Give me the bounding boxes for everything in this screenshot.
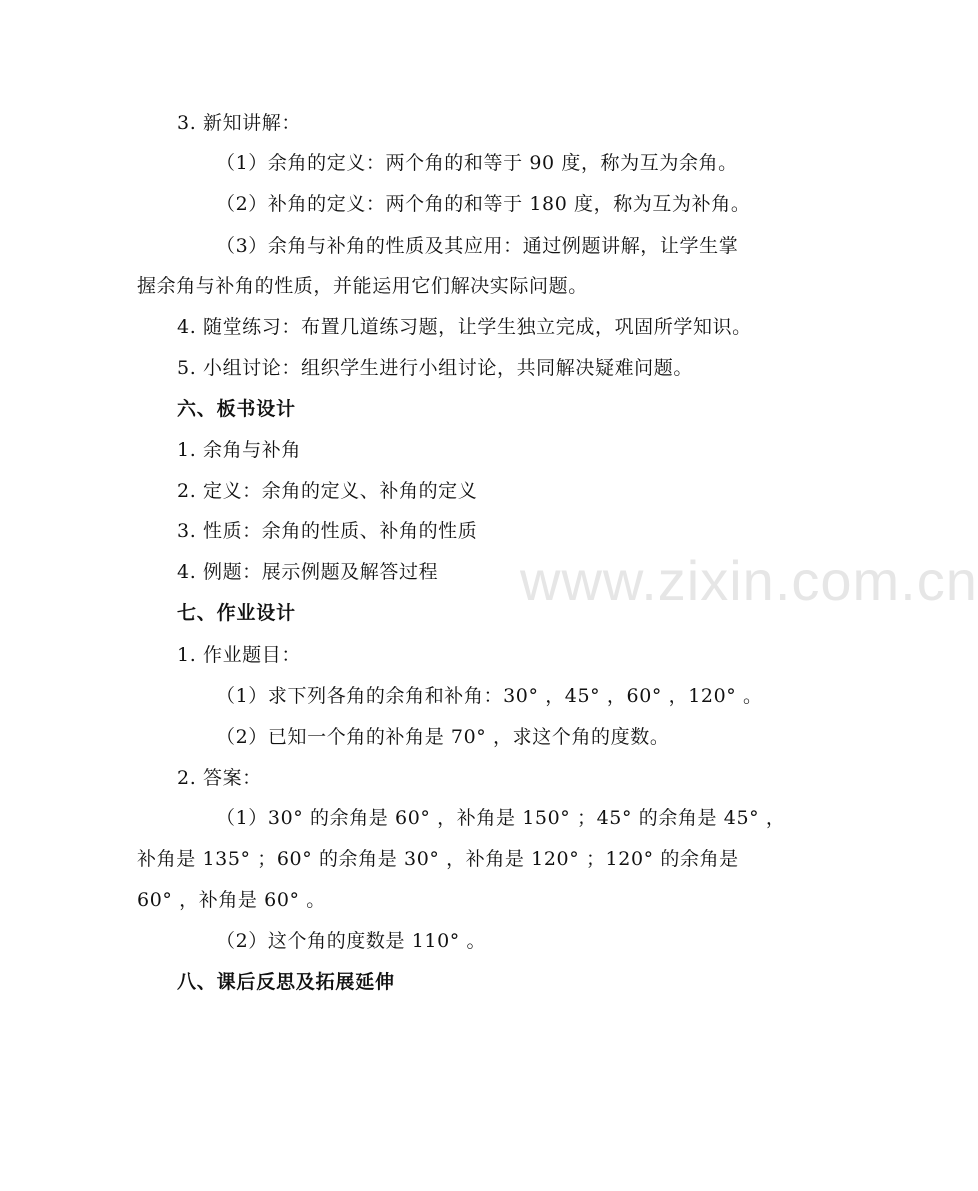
watermark: www.zixin.com.cn xyxy=(520,549,978,612)
homework-question-2: （2）已知一个角的补角是 70° ，求这个角的度数。 xyxy=(216,726,670,748)
answer-1-line3: 60° ，补角是 60° 。 xyxy=(137,889,326,911)
section-item-5: 5. 小组讨论：组织学生进行小组讨论，共同解决疑难问题。 xyxy=(177,357,693,379)
blackboard-item-3: 3. 性质：余角的性质、补角的性质 xyxy=(177,520,478,542)
blackboard-item-2: 2. 定义：余角的定义、补角的定义 xyxy=(177,480,478,502)
definition-supplementary: （2）补角的定义：两个角的和等于 180 度，称为互为补角。 xyxy=(216,193,751,215)
section-item-3: 3. 新知讲解： xyxy=(177,112,301,134)
blackboard-item-4: 4. 例题：展示例题及解答过程 xyxy=(177,561,439,583)
blackboard-item-1: 1. 余角与补角 xyxy=(177,439,301,461)
answer-2: （2）这个角的度数是 110° 。 xyxy=(216,930,487,952)
heading-homework-design: 七、作业设计 xyxy=(177,602,296,624)
properties-paragraph-line1: （3）余角与补角的性质及其应用：通过例题讲解，让学生掌 xyxy=(216,235,739,257)
definition-complementary: （1）余角的定义：两个角的和等于 90 度，称为互为余角。 xyxy=(216,152,738,174)
answer-1-line1: （1）30° 的余角是 60° ，补角是 150° ；45° 的余角是 45° ， xyxy=(216,807,786,829)
homework-item-2: 2. 答案： xyxy=(177,767,262,789)
heading-reflection: 八、课后反思及拓展延伸 xyxy=(177,971,395,993)
heading-blackboard-design: 六、板书设计 xyxy=(177,398,296,420)
answer-1-line2: 补角是 135° ；60° 的余角是 30° ，补角是 120° ；120° 的余角是 xyxy=(137,848,739,870)
properties-paragraph-line2: 握余角与补角的性质，并能运用它们解决实际问题。 xyxy=(137,275,588,297)
homework-item-1: 1. 作业题目： xyxy=(177,644,301,666)
homework-question-1: （1）求下列各角的余角和补角：30° ，45° ，60° ，120° 。 xyxy=(216,685,763,707)
section-item-4: 4. 随堂练习：布置几道练习题，让学生独立完成，巩固所学知识。 xyxy=(177,316,752,338)
